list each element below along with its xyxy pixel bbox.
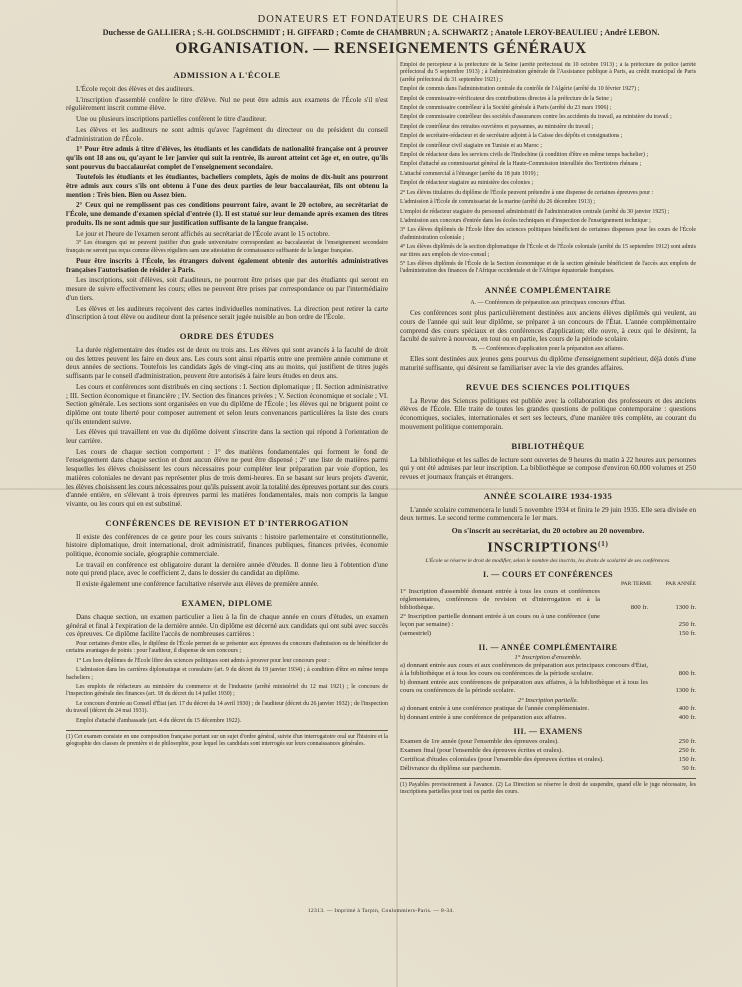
footnote-rule <box>400 778 696 779</box>
revue-paragraph: La Revue des Sciences politiques est publiée avec la collaboration des professeurs et des anciens élèves de l'École. Elle traite de toutes les grandes questions de politique contemporaine : questions économiques, sociales, internationales et sert ses lecteurs, d'une manière très complète, au courant du mouvement politique contemporain. <box>400 396 696 431</box>
fee-description: 2° Inscription partielle donnant entrée à un cours ou à une conférence (une leçon par semaine) : <box>400 612 600 628</box>
etudes-paragraph: Les cours de chaque section comportent : 1° des matières fondamentales qui forment le fond de l'enseignement dans chaque section et dont aucun élève ne peut être dispensé ; 2° une liste de matières parmi lesquelles les élèves choisissent les cours nécessaires pour compléter leur préparation par voie d'option, les matières coloniales ne devant pas représenter plus de trois demi-heures. En se basant sur leurs projets d'avenir, les élèves choisissent les cours nécessaires pour qu'ils puissent avoir la totalité des épreuves portant sur des cours d'année entière, en s'élevant à trois épreuves parmi les matières fondamentales, mais non compris la langue vivante, ou les cours qui en est substitué. <box>66 447 388 508</box>
examen-paragraph: Pour certaines d'entre elles, le diplôme de l'École permet de se présenter aux épreuves du concours d'admission ou de bénéficier de certains avantages de points : pour l'auditeur, il dispense de son concours ; <box>66 640 388 655</box>
fee-per-year: 250 fr. <box>678 746 696 754</box>
annee-scolaire-paragraph: L'année scolaire commencera le lundi 5 novembre 1934 et finira le 29 juin 1935. Elle sera divisée en deux termes. Le second terme commencera le 1er mars. <box>400 505 696 523</box>
career-item: 5° Les élèves diplômés de l'École de la Section économique et de la section générale bénéficient de l'accès aux emplois de l'administration des finances de l'Afrique occidentale et de l'Afrique équatoriale françaises. <box>400 260 696 275</box>
career-item: Emploi d'attaché au commissariat général de la Haute-Commission interalliée des Territoires rhénans ; <box>400 161 642 168</box>
admission-paragraph: L'École reçoit des élèves et des auditeurs. <box>76 85 195 93</box>
fee-row <box>400 613 696 629</box>
footnote-rule <box>66 730 388 731</box>
revision-paragraph: Il existe également une conférence facultative réservée aux élèves de première année. <box>76 580 319 589</box>
complementaire-heading: ANNÉE COMPLÉMENTAIRE <box>484 284 612 295</box>
career-item: Emploi de secrétaire-rédacteur et de secrétaire adjoint à la Caisse des dépôts et consignations ; <box>400 133 623 140</box>
inscriptions-note: L'École se réserve le droit de modifier, selon le nombre des inscrits, les droits de scolarité de ses conférences. <box>425 557 671 564</box>
col-head-annee: PAR ANNÉE <box>665 580 696 587</box>
complementaire-subheading: B. — Conférences d'application pour la préparation aux affaires. <box>471 345 625 352</box>
fees-subheading: 2° Inscription partielle. <box>517 696 579 704</box>
fee-per-year: 1300 fr. <box>675 687 696 695</box>
bibliotheque-paragraph: La bibliothèque et les salles de lecture sont ouvertes de 9 heures du matin à 22 heures aux personnes qui y ont été admises par leur inscription. La bibliothèque se compose d'environ 60.000 volumes et 250 revues et journaux français et étrangers. <box>400 455 696 481</box>
admission-paragraph: Les élèves et les auditeurs reçoivent des cartes individuelles nominatives. La direction peut retirer la carte d'inscription à tout élève ou auditeur dont la présence serait jugée nuisible au bon ordre de l'École. <box>66 304 388 322</box>
fees-column-headers <box>400 581 696 587</box>
fee-row <box>400 588 696 612</box>
fee-per-year: 250 fr. <box>678 737 696 745</box>
admission-paragraph: 3° Les étrangers qui ne peuvent justifier d'un grade universitaire correspondant au baccalauréat de l'enseignement secondaire français ne seront pas reçus comme élèves réguliers sans une attestation de connaissance suffisante de la langue française. <box>66 240 388 254</box>
fee-row <box>400 705 696 713</box>
examen-heading: EXAMEN, DIPLOME <box>181 597 273 608</box>
fee-row <box>400 747 696 755</box>
admission-paragraph: Le jour et l'heure de l'examen seront affichés au secrétariat de l'École avant le 15 octobre. <box>76 229 330 238</box>
fee-description: Examen de 1re année (pour l'ensemble des épreuves orales). <box>400 737 559 745</box>
etudes-paragraph: Les élèves qui travaillent en vue du diplôme doivent s'inscrire dans la section qui répond à l'orientation de leur carrière. <box>66 428 388 446</box>
career-item: Emploi de commis dans l'administration centrale du contrôle de l'Algérie (arrêté du 10 février 1927) ; <box>400 86 640 93</box>
revision-paragraph: Il existe des conférences de ce genre pour les cours suivants : histoire parlementaire et constitutionnelle, histoire diplomatique, droit international, droit administratif, finances publiques, finances privées, économie politique, économie sociale, géographie commerciale. <box>66 532 388 559</box>
career-item: Emploi de commissaire-vérificateur des contributions directes à la préfecture de la Seine ; <box>400 95 612 102</box>
fee-description: Examen final (pour l'ensemble des épreuves écrites et orales). <box>400 746 563 754</box>
fee-per-year: 400 fr. <box>678 713 696 721</box>
admission-paragraph: Pour être inscrits à l'École, les étrangers doivent également obtenir des autorités administratives françaises l'autorisation de résider à Paris. <box>66 257 388 274</box>
fees-section-heading: III. — EXAMENS <box>513 726 583 736</box>
fee-per-year: 50 fr. <box>682 764 696 772</box>
etudes-paragraph: La durée réglementaire des études est de deux ou trois ans. Les élèves qui sont avancés à la faculté de droit ou des lettres peuvent les faire en deux ans. Les cours sont ainsi répartis entre une première année commune et deux années de sections. Toutefois les candidats âgés de vingt-cinq ans au moins, qui justifient de titres jugés suffisants par le conseil d'administration, peuvent être autorisés à faire leurs études en deux ans. <box>66 345 388 381</box>
fee-per-year: 150 fr. <box>678 755 696 763</box>
annee-scolaire-heading: ANNÉE SCOLAIRE 1934-1935 <box>483 490 613 501</box>
left-column <box>66 62 388 927</box>
etudes-paragraph: Les cours et conférences sont distribués en cinq sections : I. Section diplomatique ; II. Section administrative ; III. Section économique et financière ; IV. Section des finances privées ; V. Section économique et sociale ; VI. Section générale. Les sections sont organisées en vue du diplôme de l'École ; les élèves qui ne briguent point ce diplôme ont toute liberté pour composer autrement et selon leurs convenances particulières la liste des cours qu'ils entendent suivre. <box>66 382 388 426</box>
examen-paragraph: Le concours d'entrée au Conseil d'État (art. 17 du décret du 14 avril 1930) ; de l'auditeur (décret du 26 janvier 1932) ; de l'inspection du travail (décret du 24 mai 1931). <box>66 700 388 715</box>
career-item: Emploi de rédacteur dans les services civils de l'Indochine (à condition d'être en même temps bachelier) ; <box>400 152 649 159</box>
inscriptions-title-text: INSCRIPTIONS <box>487 540 599 556</box>
fee-per-year: 800 fr. <box>678 670 696 678</box>
career-item: 4° Les élèves diplômés de la section diplomatique de l'École et de l'École coloniale (arrêté du 15 septembre 1912) sont admis sur titres aux emplois de vice-consul ; <box>400 244 696 258</box>
examen-paragraph: Emploi d'attaché d'ambassade (art. 4 du décret du 15 décembre 1922). <box>76 717 242 724</box>
admission-paragraph: 1° Pour être admis à titre d'élèves, les étudiants et les candidats de nationalité française ont à prouver qu'ils ont 18 ans ou, qu'ayant le 1er janvier qui suit la rentrée, ils auront atteint cet âge et, en outre, qu'ils sont pourvus du baccalauréat complet de l'enseignement secondaire. <box>66 145 388 171</box>
footnote-left: (1) Cet examen consiste en une composition française portant sur un sujet d'ordre général, suivie d'un interrogatoire oral sur l'histoire et la géographie des classes de première et de philosophie, pour lequel les candidats sont interrogés sur leurs connaissances générales. <box>66 734 388 748</box>
fee-description: (semestriel) <box>400 630 432 638</box>
career-item: Emploi de commissaire contrôleur des sociétés d'assurances contre les accidents du travail, au ministère du travail ; <box>400 114 672 121</box>
page-title: ORGANISATION. — RENSEIGNEMENTS GÉNÉRAUX <box>175 40 587 57</box>
career-item: 2° Les élèves titulaires du diplôme de l'École peuvent prétendre à une dispense de certaines épreuves pour : <box>400 189 654 196</box>
career-item: L'admission aux concours d'entrée dans les écoles techniques et d'inspection de l'enseignement technique ; <box>400 217 651 224</box>
admission-paragraph: Les élèves et les auditeurs ne sont admis qu'avec l'agrément du directeur ou du président du conseil d'administration de l'École. <box>66 125 388 143</box>
fee-row <box>400 630 696 638</box>
career-item: L'emploi de rédacteur stagiaire du personnel administratif de l'administration centrale (arrêté du 30 janvier 1925) ; <box>400 208 670 215</box>
examen-paragraph: Dans chaque section, un examen particulier a lieu à la fin de chaque année en cours d'études, un examen général et final à l'expiration de la dernière année. Un diplôme est décerné aux candidats qui ont subi avec succès ces épreuves. Ce diplôme facilite l'accès de nombreuses carrières : <box>66 612 388 639</box>
admission-paragraph: 2° Ceux qui ne remplissent pas ces conditions pourront faire, avant le 20 octobre, au secrétariat de l'École, une demande d'examen spécial d'entrée (1). Il est statué sur leur demande après examen des titres produits. Ils ne sont admis que sur justification suffisante de la langue française. <box>66 201 388 227</box>
two-column-body <box>66 62 696 927</box>
complementaire-subheading: A. — Conférences de préparation aux principaux concours d'État. <box>470 299 626 306</box>
complementaire-paragraph: Ces conférences sont plus particulièrement destinées aux anciens élèves diplômés qui veulent, au cours de l'année qui suit leur diplôme, se préparer à un concours de l'État. L'année complémentaire comprend des cours spéciaux et des conférences d'application; elle ouvre, à ceux qui le désirent, la faculté de suivre à nouveau, en tout ou en partie, les cours de la période scolaire. <box>400 309 696 344</box>
fee-row <box>400 765 696 773</box>
fee-description: a) donnant entrée aux cours et aux conférences de préparation aux principaux concours d'État, à la bibliothèque et à tous les cours ou conférences de la période scolaire. <box>400 662 648 678</box>
inscriptions-title <box>400 540 696 557</box>
bibliotheque-heading: BIBLIOTHÈQUE <box>511 440 585 451</box>
fees-section-heading: I. — COURS ET CONFÉRENCES <box>482 569 614 579</box>
complementaire-paragraph: Elles sont destinées aux jeunes gens pourvus du diplôme d'enseignement supérieur, déjà dotés d'une maturité suffisante, qui désirent se familiariser avec la vie des grandes affaires. <box>400 355 696 373</box>
examen-paragraph: Les emplois de rédacteurs au ministère du commerce et de l'industrie (arrêté ministériel du 12 mai 1921) ; le concours de l'inspection générale des finances (art. 18 du décret du 14 juillet 1930) ; <box>66 684 388 698</box>
fee-row <box>400 679 696 695</box>
fees-section-heading: II. — ANNÉE COMPLÉMENTAIRE <box>478 643 618 653</box>
fee-description: 1° Inscription d'assemblé donnant entrée à tous les cours et conférences réglementaires, conférences de revision et d'interrogation et à la bibliothèque. <box>400 587 600 611</box>
career-item: Emploi de rédacteur stagiaire au ministère des colonies ; <box>400 180 534 187</box>
examen-paragraph: L'admission dans les carrières diplomatique et consulaire (art. 9 du décret du 19 janvier 1934) ; à condition d'être en même temps bacheliers ; <box>66 667 388 681</box>
fee-per-year: 400 fr. <box>678 704 696 712</box>
career-item: Emploi de contrôleur civil stagiaire en Tunisie et au Maroc ; <box>400 142 542 149</box>
printer-line: 12313. — Imprimé à Tarpin, Coulommiers-Paris. — 8-34. <box>307 908 455 914</box>
revision-heading: CONFÉRENCES DE REVISION ET D'INTERROGATION <box>105 517 349 528</box>
fee-row <box>400 738 696 746</box>
admission-paragraph: Une ou plusieurs inscriptions partielles confèrent le titre d'auditeur. <box>76 115 267 124</box>
admission-heading: ADMISSION A L'ÉCOLE <box>173 70 281 80</box>
fee-description: a) donnant entrée à une conférence pratique de l'année complémentaire. <box>400 704 590 712</box>
revue-heading: REVUE DES SCIENCES POLITIQUES <box>465 381 631 392</box>
fees-subheading: 1° Inscription d'ensemble. <box>514 654 582 662</box>
fee-description: b) donnant entrée aux conférences de préparation aux affaires, à la bibliothèque et à tous les cours ou conférences de la période scolaire. <box>400 679 648 695</box>
fee-row <box>400 662 696 678</box>
fee-description: Certificat d'études coloniales (pour l'ensemble des épreuves écrites et orales). <box>400 755 604 763</box>
career-item: 3° Les élèves diplômés de l'École libre des sciences politiques bénéficient de certaines dispenses pour les cours de l'École d'administration coloniale ; <box>400 227 696 241</box>
fee-per-term: 800 fr. <box>630 603 648 611</box>
career-item: L'admission à l'École de commissariat de la marine (arrêté du 26 décembre 1913) ; <box>400 199 595 206</box>
admission-paragraph: L'inscription d'assemblé confère le titre d'élève. Nul ne peut être admis aux examens de l'École s'il n'est régulièrement inscrit comme élève. <box>66 95 388 113</box>
donors-heading: DONATEURS ET FONDATEURS DE CHAIRES <box>257 14 505 25</box>
fee-per-year: 150 fr. <box>678 630 696 638</box>
right-column <box>400 62 696 927</box>
inscription-period: On s'inscrit au secrétariat, du 20 octobre au 20 novembre. <box>451 526 645 536</box>
career-item: Emploi de commissaire contrôleur à la Société générale à Paris (arrêté du 23 mars 1906) ; <box>400 105 612 112</box>
career-item: L'attaché commercial à l'étranger (arrêté du 18 juin 1919) ; <box>400 170 539 177</box>
footnote-right: (1) Payables provisoirement à l'avance. (2) La Direction se réserve le droit de suspendre, quand elle le juge nécessaire, les inscriptions partielles pour tout ou partie des cours. <box>400 782 696 796</box>
admission-paragraph: Toutefois les étudiants et les étudiantes, bacheliers complets, âgés de moins de dix-huit ans pourront être admis aux cours s'ils ont obtenu à l'une des deux parties de leur baccalauréat, fils ont obtenu la mention : Très bien. Bien ou Assez bien. <box>66 173 388 199</box>
revision-paragraph: Le travail en conférence est obligatoire durant la dernière année d'études. Il donne lieu à l'obtention d'une note qui prend place, avec le coefficient 2, dans le dossier du candidat au diplôme. <box>66 560 388 578</box>
fee-row <box>400 756 696 764</box>
career-item: Emploi de percepteur à la préfecture de la Seine (arrêté préfectoral du 10 octobre 1913) ; à la préfecture de police (arrêté préfectoral du 5 septembre 1913) ; à l'administration générale de l'Assistance publique à Paris, au crédit municipal de Paris (arrêté préfectoral du 31 septembre 1921) ; <box>400 62 696 83</box>
fee-description: b) donnant entrée à une conférence de préparation aux affaires. <box>400 713 567 721</box>
career-item: Emploi de contrôleur des retraites ouvrières et paysannes, au ministère du travail ; <box>400 123 594 130</box>
fee-description: Délivrance du diplôme sur parchemin. <box>400 764 502 772</box>
admission-paragraph: Les inscriptions, soit d'élèves, soit d'auditeurs, ne pourront être prises que par des étudiants qui seront en mesure de suivre effectivement les cours; elles ne peuvent être prises par correspondance ou par l'intermédiaire d'un tiers. <box>66 276 388 302</box>
fee-row <box>400 714 696 722</box>
fee-per-year: 1300 fr. <box>675 603 696 611</box>
inscriptions-title-mark: (1) <box>598 540 609 549</box>
col-head-terme: PAR TERME <box>620 580 652 587</box>
fee-per-year: 250 fr. <box>678 620 696 628</box>
etudes-heading: ORDRE DES ÉTUDES <box>179 330 275 341</box>
examen-paragraph: 1° Les hors diplômes de l'École libre des sciences politiques sont admis à prouver pour leur concours pour : <box>76 657 330 664</box>
donors-list: Duchesse de GALLIERA ; S.-H. GOLDSCHMIDT ; H. GIFFARD ; Comte de CHAMBRUN ; A. SCHWARTZ ; Anatole LEROY-BEAULIEU ; André LEBON. <box>102 28 660 37</box>
